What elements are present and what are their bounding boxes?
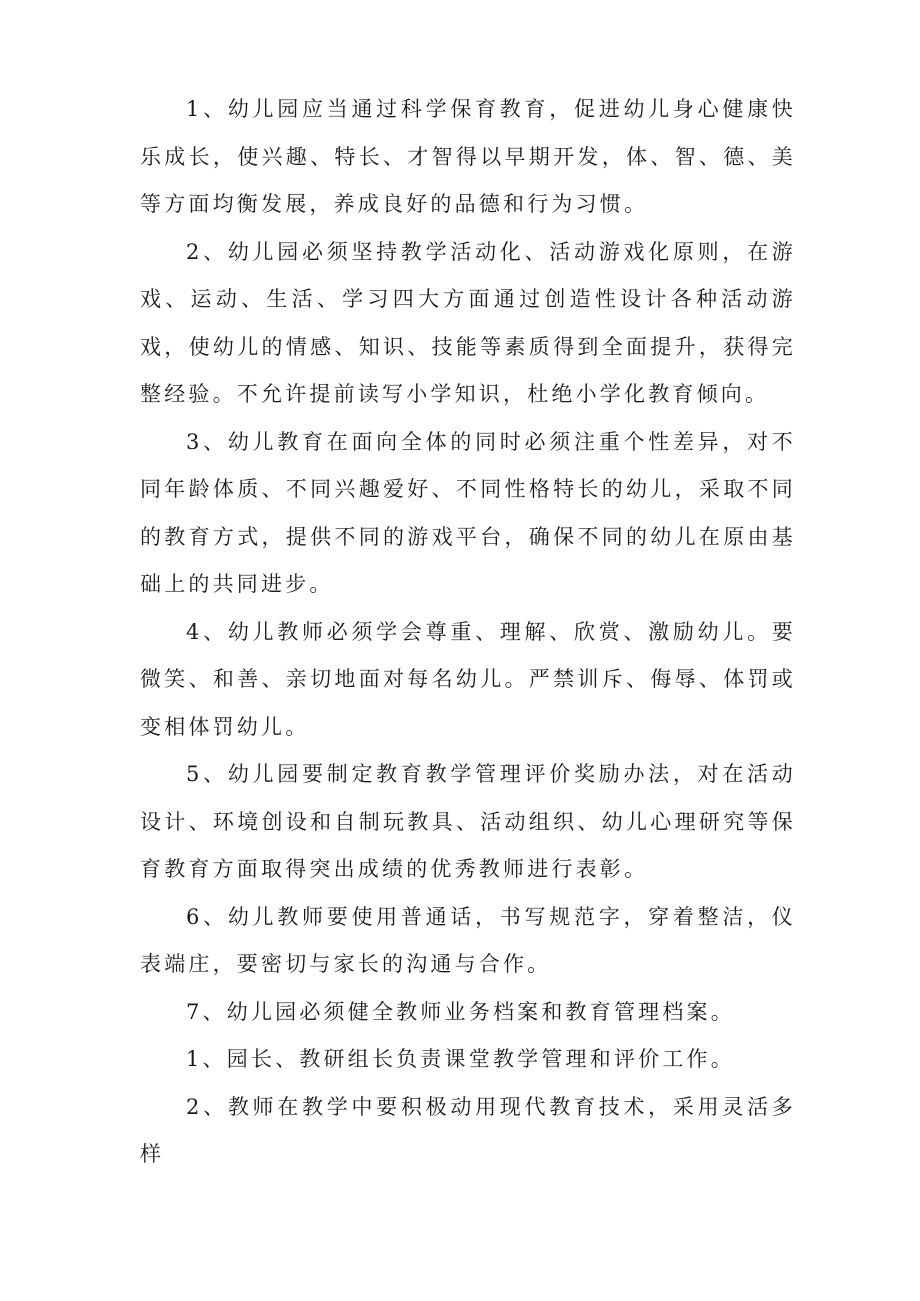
- paragraph-2: 2、幼儿园必须坚持教学活动化、活动游戏化原则，在游戏、运动、生活、学习四大方面通过创造性设计各种活动游戏，使幼儿的情感、知识、技能等素质得到全面提升，获得完整经验。不允许提前读写小学知识，杜绝小学化教育倾向。: [140, 239, 796, 406]
- paragraph-5: 5、幼儿园要制定教育教学管理评价奖励办法，对在活动设计、环境创设和自制玩教具、活动组织、幼儿心理研究等保育教育方面取得突出成绩的优秀教师进行表彰。: [140, 762, 796, 881]
- paragraph-8: 1、园长、教研组长负责课堂教学管理和评价工作。: [186, 1047, 735, 1071]
- paragraph-4: 4、幼儿教师必须学会尊重、理解、欣赏、激励幼儿。要微笑、和善、亲切地面对每名幼儿。严禁训斥、侮辱、体罚或变相体罚幼儿。: [140, 619, 796, 739]
- paragraph-1: 1、幼儿园应当通过科学保育教育，促进幼儿身心健康快乐成长，使兴趣、特长、才智得以早期开发，体、智、德、美等方面均衡发展，养成良好的品德和行为习惯。: [140, 97, 796, 216]
- paragraph-3: 3、幼儿教育在面向全体的同时必须注重个性差异，对不同年龄体质、不同兴趣爱好、不同性格特长的幼儿，采取不同的教育方式，提供不同的游戏平台，确保不同的幼儿在原由基础上的共同进步。: [140, 429, 796, 596]
- paragraph-7: 7、幼儿园必须健全教师业务档案和教育管理档案。: [186, 999, 735, 1024]
- document-body: [140, 86, 796, 1179]
- paragraph-6: 6、幼儿教师要使用普通话，书写规范字，穿着整洁，仪表端庄，要密切与家长的沟通与合作。: [140, 904, 796, 976]
- paragraph-9: 2、教师在教学中要积极动用现代教育技术，采用灵活多样: [140, 1094, 796, 1166]
